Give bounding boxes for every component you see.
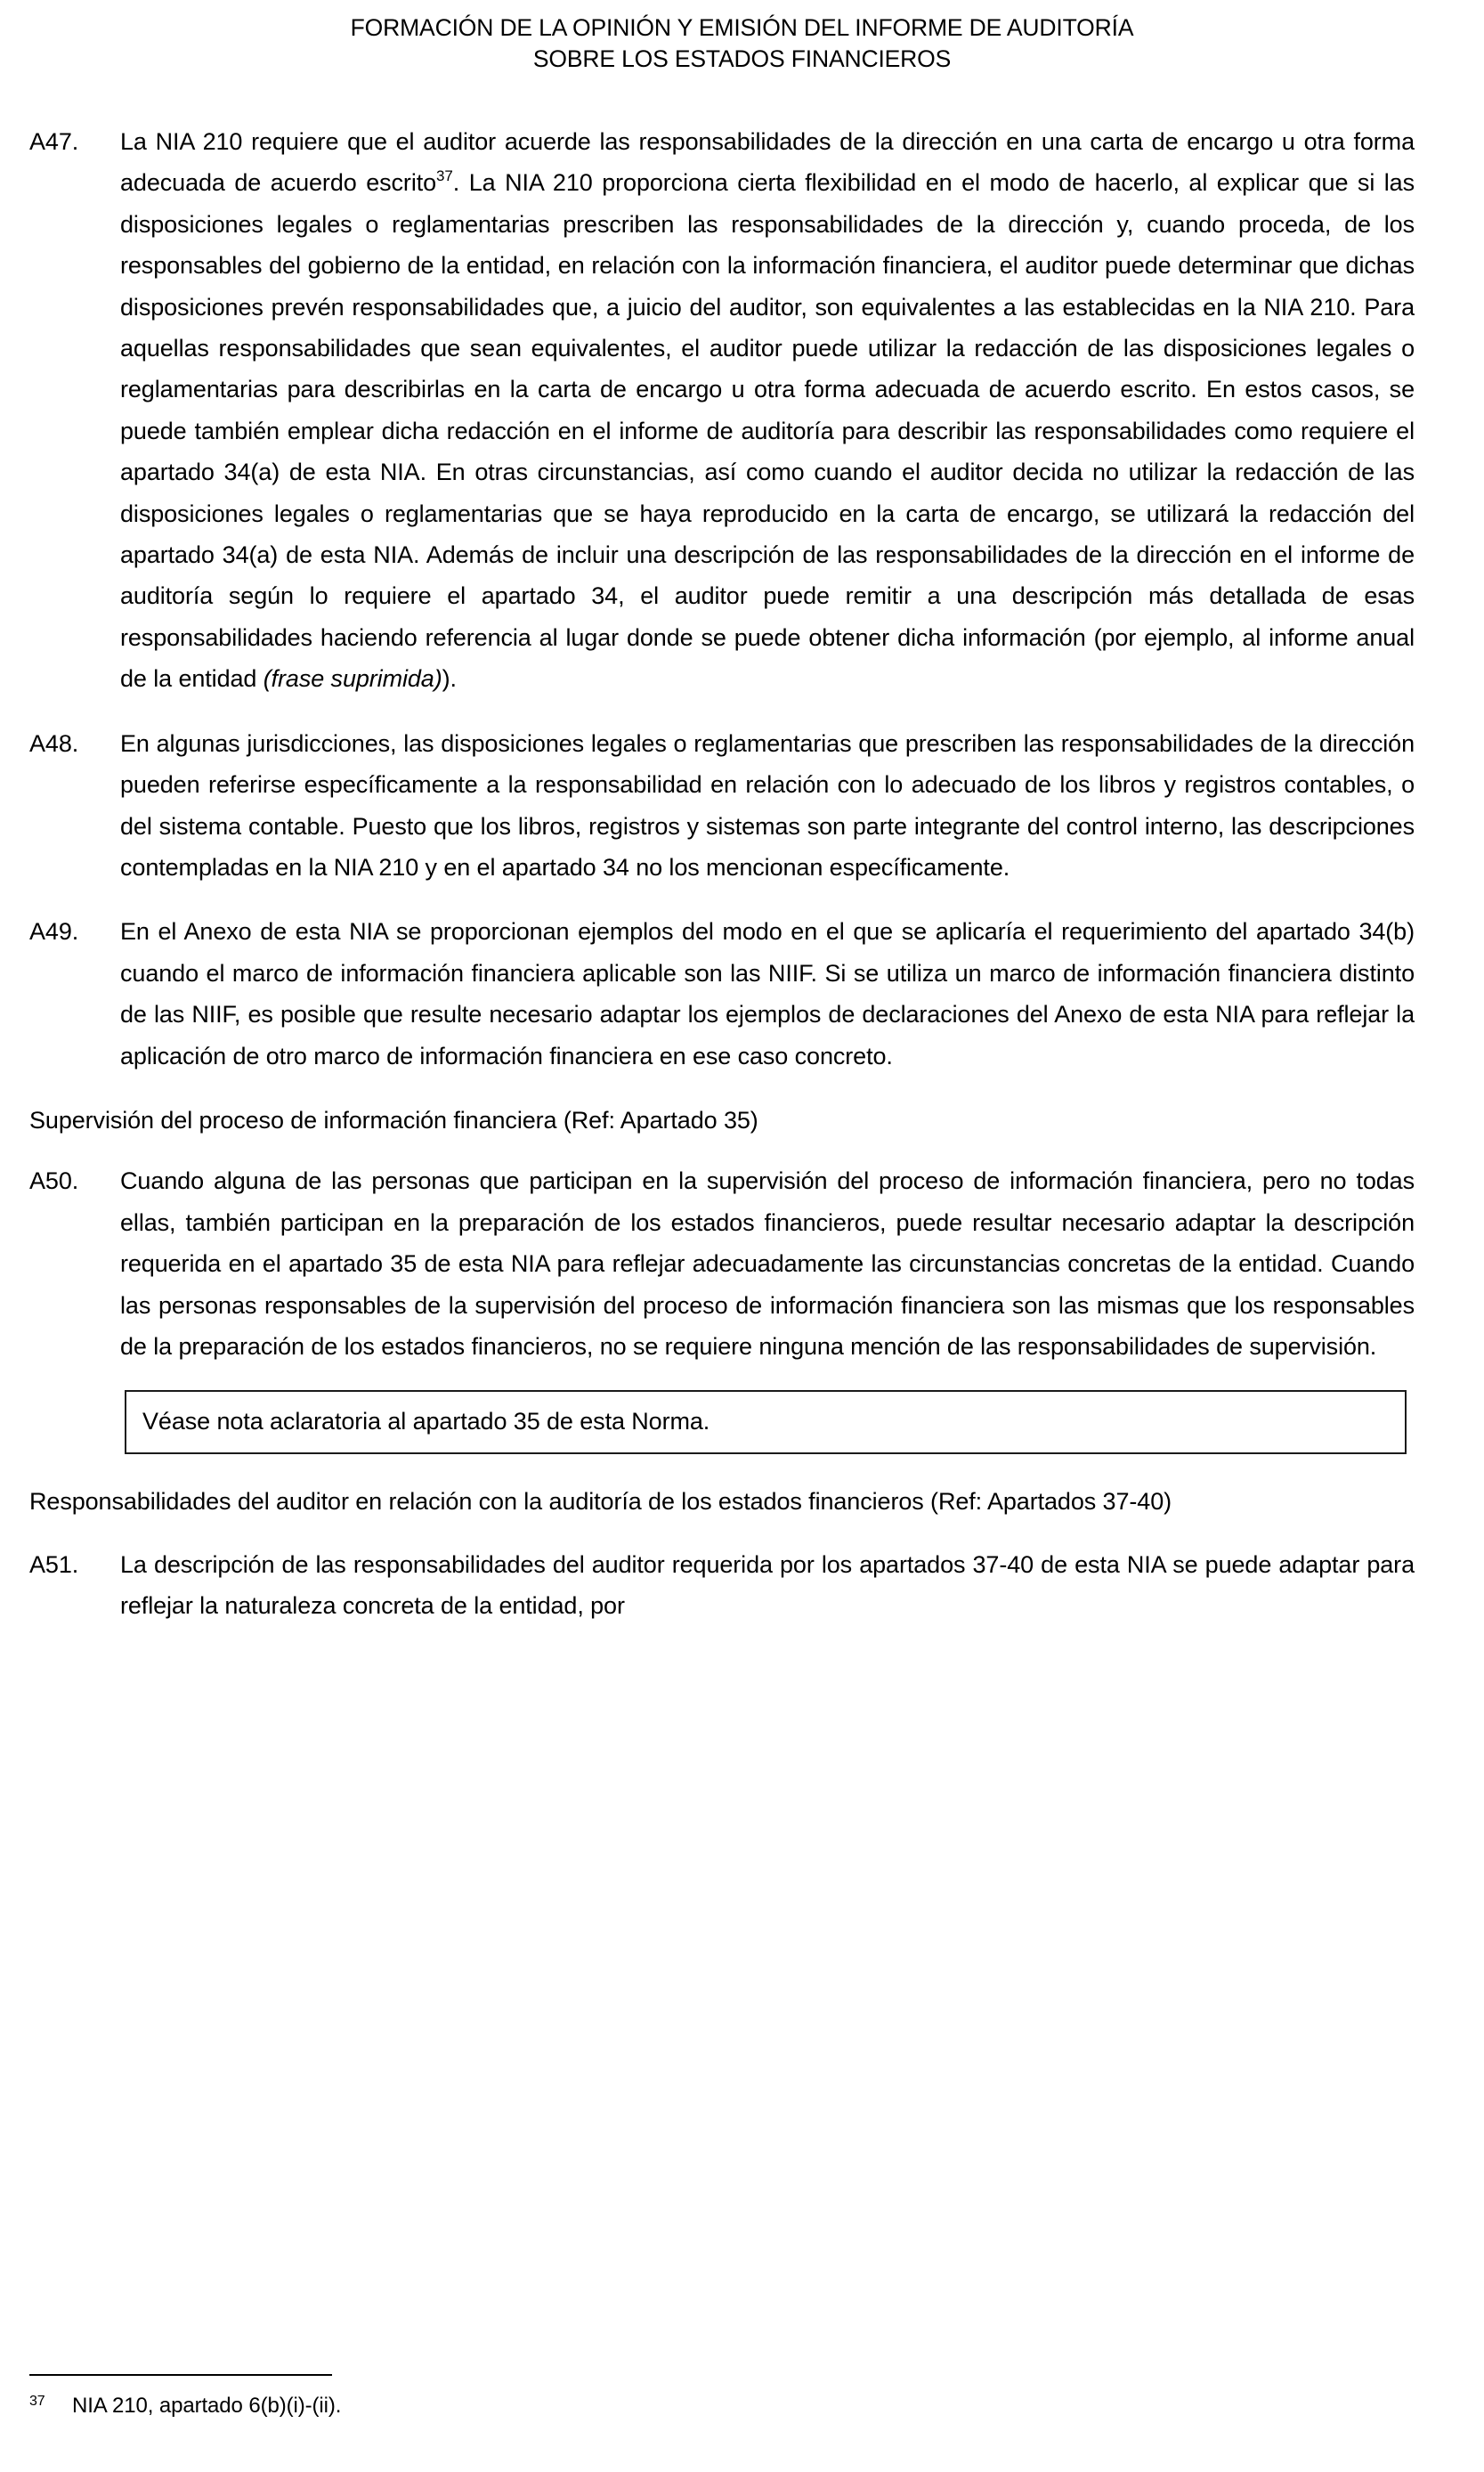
paragraph-a50 — [29, 1160, 1415, 1367]
paragraph-a49 — [29, 911, 1415, 1077]
paragraph-a51 — [29, 1544, 1415, 1627]
footnote-text-37: NIA 210, apartado 6(b)(i)-(ii). — [72, 2394, 342, 2418]
paragraph-label-a51: A51. — [29, 1550, 79, 1578]
running-header — [0, 12, 1484, 75]
document-body — [29, 121, 1415, 1650]
paragraph-text-a49: En el Anexo de esta NIA se proporcionan ejemplos del modo en el que se aplicaría el requerimiento del apartado 34(b) cuando el marco de información financiera aplicable son las NIIF. Si se utiliza un marco de información financiera distinto de las NIIF, es posible que resulte necesario adaptar los ejemplos de declaraciones del Anexo de esta NIA para reflejar la aplicación de otro marco de información financiera en ese caso concreto. — [120, 918, 1415, 1069]
paragraph-text-a47 — [120, 121, 1415, 700]
footnote-ref-37[interactable]: 37 — [436, 167, 453, 185]
a47-text-italic: (frase suprimida) — [263, 665, 442, 693]
running-header-line-1: FORMACIÓN DE LA OPINIÓN Y EMISIÓN DEL INFORME DE AUDITORÍA — [350, 14, 1134, 41]
clarification-note-box: Véase nota aclaratoria al apartado 35 de esta Norma. — [125, 1390, 1407, 1454]
paragraph-label-a49: A49. — [29, 918, 79, 946]
paragraph-a48 — [29, 723, 1415, 889]
paragraph-text-a51: La descripción de las responsabilidades del auditor requerida por los apartados 37-40 de esta NIA se puede adaptar para reflejar la naturaleza concreta de la entidad, por — [120, 1550, 1415, 1620]
running-header-line-2: SOBRE LOS ESTADOS FINANCIEROS — [532, 45, 952, 73]
a47-text-part-2: . La NIA 210 proporciona cierta flexibilidad en el modo de hacerlo, al explicar que si las disposiciones legales o reglamentarias prescriben las responsabilidades de la dirección y, cuando proceda, de los responsables del gobierno de la entidad, en relación con la información financiera, el auditor puede determinar que dichas disposiciones prevén responsabilidades que, a juicio del auditor, son equivalentes a las establecidas en la NIA 210. Para aquellas responsabilidades que sean equivalentes, el auditor puede utilizar la redacción de las disposiciones legales o reglamentarias para describirlas en la carta de encargo u otra forma adecuada de acuerdo escrito. En estos casos, se puede también emplear dicha redacción en el informe de auditoría para describir las responsabilidades como requiere el apartado 34(a) de esta NIA. En otras circunstancias, así como cuando el auditor decida no utilizar la redacción de las disposiciones legales o reglamentarias que se haya reproducido en la carta de encargo, se utilizará la redacción del apartado 34(a) de esta NIA. Además de incluir una descripción de las responsabilidades de la dirección en el informe de auditoría según lo requiere el apartado 34, el auditor puede remitir a una descripción más detallada de esas responsabilidades haciendo referencia al lugar donde se puede obtener dicha información (por ejemplo, al informe anual de la entidad — [120, 169, 1415, 693]
footnote-area — [29, 2374, 1415, 2422]
footnote-marker-37: 37 — [29, 2394, 45, 2409]
paragraph-a47 — [29, 121, 1415, 700]
footnote-separator-rule — [29, 2374, 332, 2376]
a47-text-part-3: ). — [442, 665, 457, 693]
a47-text-part-1: La NIA 210 requiere que el auditor acuerde las responsabilidades de la dirección en una carta de encargo u otra forma adecuada de acuerdo escrito — [120, 128, 1415, 197]
footnote-37 — [29, 2390, 1415, 2422]
heading-responsabilidades-auditor: Responsabilidades del auditor en relación con la auditoría de los estados financieros (Ref: Apartados 37-40) — [29, 1488, 1172, 1516]
paragraph-text-a48: En algunas jurisdicciones, las disposiciones legales o reglamentarias que prescriben las responsabilidades de la dirección pueden referirse específicamente a la responsabilidad en relación con lo adecuado de los libros y registros contables, o del sistema contable. Puesto que los libros, registros y sistemas son parte integrante del control interno, las descripciones contempladas en la NIA 210 y en el apartado 34 no los mencionan específicamente. — [120, 729, 1415, 881]
paragraph-label-a50: A50. — [29, 1167, 79, 1195]
paragraph-label-a48: A48. — [29, 729, 79, 757]
paragraph-text-a50: Cuando alguna de las personas que participan en la supervisión del proceso de información financiera, pero no todas ellas, también participan en la preparación de los estados financieros, puede resultar necesario adaptar la descripción requerida en el apartado 35 de esta NIA para reflejar adecuadamente las circunstancias concretas de la entidad. Cuando las personas responsables de la supervisión del proceso de información financiera son las mismas que los responsables de la preparación de los estados financieros, no se requiere ninguna mención de las responsabilidades de supervisión. — [120, 1167, 1415, 1360]
heading-supervision-proceso: Supervisión del proceso de información financiera (Ref: Apartado 35) — [29, 1106, 758, 1134]
paragraph-label-a47: A47. — [29, 128, 79, 155]
